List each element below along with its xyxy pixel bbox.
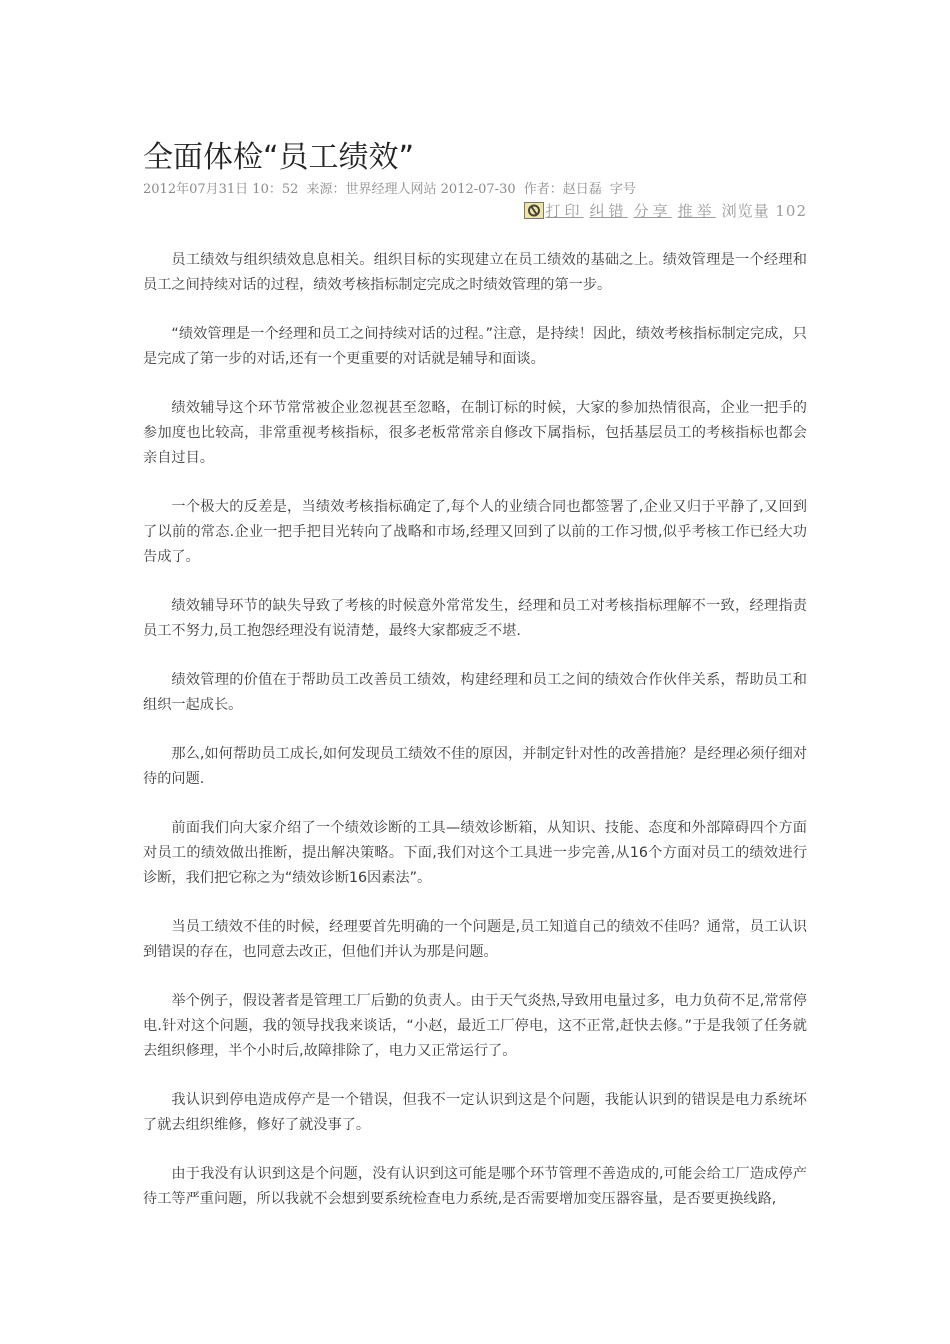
paragraph: 我认识到停电造成停产是一个错误，但我不一定认识到这是个问题，我能认识到的错误是电力系统坏了就去组织维修，修好了就没事了。 (143, 1092, 807, 1133)
article-source: 来源：世界经理人网站 2012-07-30 (306, 182, 516, 197)
paragraph: 当员工绩效不佳的时候，经理要首先明确的一个问题是,员工知道自己的绩效不佳吗？通常，员工认识到错误的存在，也同意去改正，但他们并认为那是问题。 (143, 919, 807, 960)
paragraph: 一个极大的反差是，当绩效考核指标确定了,每个人的业绩合同也都签署了,企业又归于平静了,又回到了以前的常态.企业一把手把目光转向了战略和市场,经理又回到了以前的工作习惯,似乎考核工作已经大功告成了。 (143, 499, 807, 565)
article-toolbar (524, 200, 807, 221)
recommend-link[interactable]: 推举 (677, 202, 716, 220)
paragraph: 绩效辅导环节的缺失导致了考核的时候意外常常发生，经理和员工对考核指标理解不一致，经理指责员工不努力,员工抱怨经理没有说清楚，最终大家都疲乏不堪. (143, 598, 807, 639)
paragraph: 绩效辅导这个环节常常被企业忽视甚至忽略，在制订标的时候，大家的参加热情很高，企业一把手的参加度也比较高，非常重视考核指标，很多老板常常亲自修改下属指标，包括基层员工的考核指标也都会亲自过目。 (143, 400, 807, 466)
article-author: 作者：赵日磊 (523, 182, 602, 197)
article-title: 全面体检“员工绩效” (143, 140, 415, 175)
font-size-label[interactable]: 字号 (609, 182, 636, 197)
publish-datetime: 2012年07月31日 10：52 (143, 182, 299, 197)
print-link[interactable]: 打印 (545, 202, 584, 220)
correct-error-link[interactable]: 纠错 (589, 202, 628, 220)
paragraph: 那么,如何帮助员工成长,如何发现员工绩效不佳的原因，并制定针对性的改善措施？是经理必须仔细对待的问题. (143, 746, 807, 787)
share-link[interactable]: 分享 (633, 202, 672, 220)
article-body (143, 248, 807, 1236)
view-count: 浏览量 102 (721, 202, 807, 220)
paragraph: 前面我们向大家介绍了一个绩效诊断的工具—绩效诊断箱，从知识、技能、态度和外部障碍四个方面对员工的绩效做出推断，提出解决策略。下面,我们对这个工具进一步完善,从16个方面对员工的绩效进行诊断，我们把它称之为“绩效诊断16因素法”。 (143, 820, 807, 886)
paragraph: 员工绩效与组织绩效息息相关。组织目标的实现建立在员工绩效的基础之上。绩效管理是一个经理和员工之间持续对话的过程，绩效考核指标制定完成之时绩效管理的第一步。 (143, 252, 807, 293)
paragraph: 由于我没有认识到这是个问题，没有认识到这可能是哪个环节管理不善造成的,可能会给工厂造成停产待工等严重问题，所以我就不会想到要系统检查电力系统,是否需要增加变压器容量，是否要更换线路, (143, 1166, 807, 1207)
paragraph: 绩效管理的价值在于帮助员工改善员工绩效，构建经理和员工之间的绩效合作伙伴关系，帮助员工和组织一起成长。 (143, 672, 807, 713)
printer-icon[interactable] (524, 202, 544, 219)
paragraph: 举个例子，假设著者是管理工厂后勤的负责人。由于天气炎热,导致用电量过多，电力负荷不足,常常停电.针对这个问题，我的领导找我来谈话，“小赵，最近工厂停电，这不正常,赶快去修。”于是我领了任务就去组织修理，半个小时后,故障排除了，电力又正常运行了。 (143, 993, 807, 1059)
article-meta (143, 178, 823, 197)
paragraph: “绩效管理是一个经理和员工之间持续对话的过程。”注意，是持续！因此，绩效考核指标制定完成，只是完成了第一步的对话,还有一个更重要的对话就是辅导和面谈。 (143, 326, 807, 367)
